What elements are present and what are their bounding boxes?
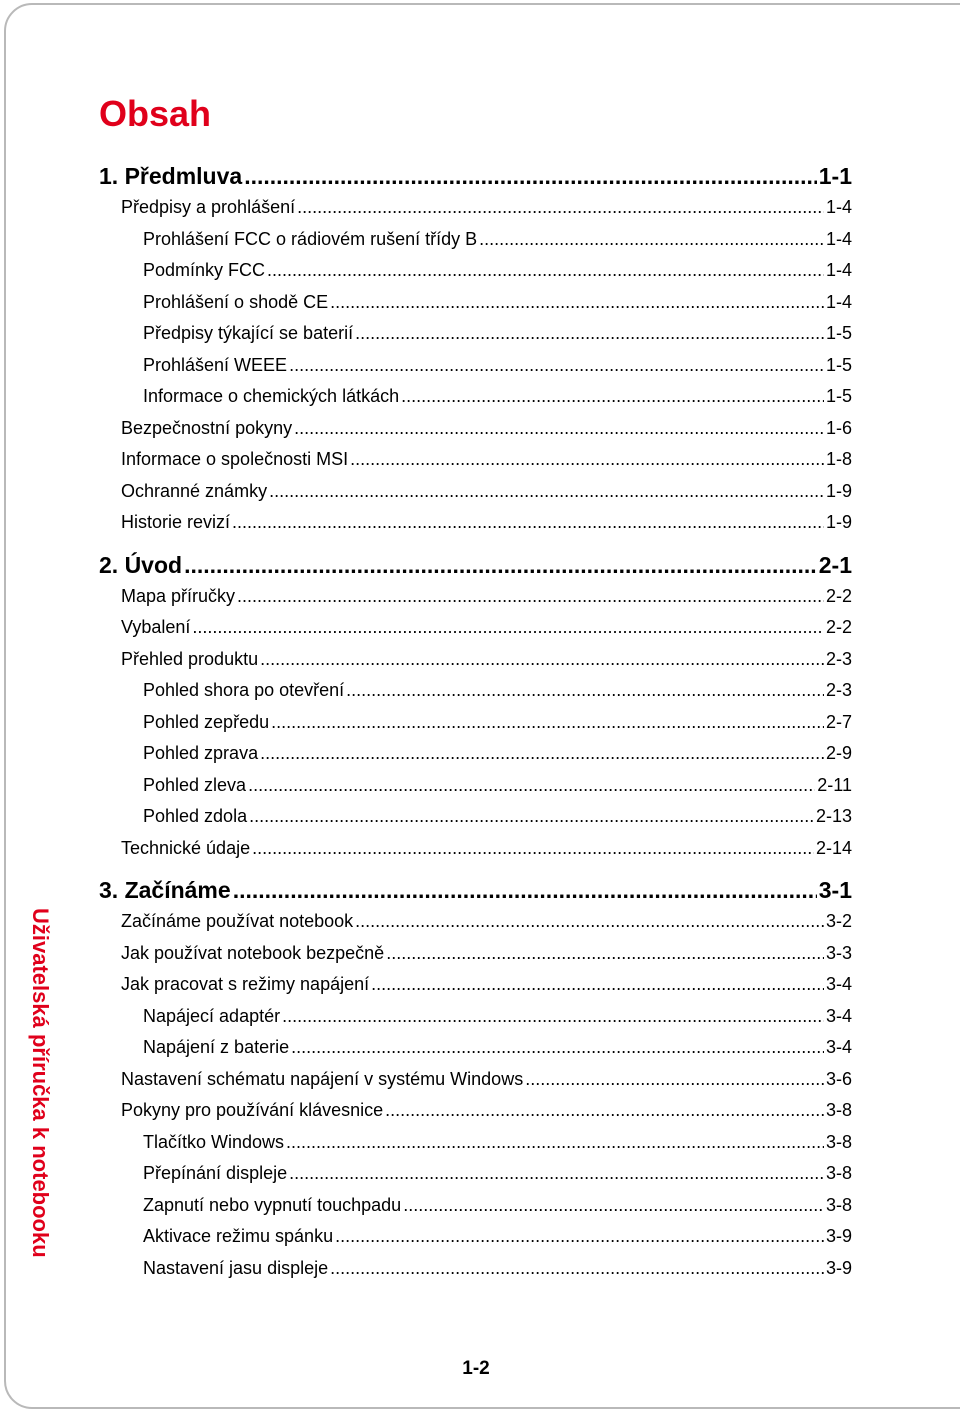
toc-leader-dots [232,507,824,539]
toc-page-number: 3-2 [825,911,852,931]
toc-chapter[interactable] [99,874,852,906]
toc-label: Technické údaje [121,837,251,858]
toc-entry[interactable] [99,969,852,1001]
toc-page-number: 1-9 [825,512,852,532]
toc-label: Vybalení [121,617,191,637]
toc-leader-dots [244,160,817,192]
toc-page-number: 3-8 [825,1131,852,1152]
toc-page-number: 2-1 [818,551,852,578]
toc-page-number: 3-8 [825,1100,852,1120]
page-number: 1-2 [462,1358,490,1379]
toc-leader-dots [248,770,815,802]
toc-entry[interactable] [99,1127,852,1159]
toc-entry[interactable] [99,801,852,833]
toc-leader-dots [401,381,824,413]
toc-leader-dots [267,255,824,287]
toc-label: Pohled zdola [143,806,248,826]
toc-label: Pohled zprava [143,743,259,763]
toc-leader-dots [260,644,824,676]
toc-page-number: 1-4 [825,260,852,280]
toc-leader-dots [233,874,817,906]
toc-label: Pohled zleva [143,774,247,795]
toc-entry[interactable] [99,707,852,739]
toc-page-number: 1-6 [825,417,852,438]
toc-label: Informace o společnosti MSI [121,449,349,469]
toc-page-number: 2-7 [825,711,852,732]
toc-page-number: 1-4 [825,291,852,312]
toc-leader-dots [184,549,817,581]
toc-label: Aktivace režimu spánku [143,1226,334,1246]
toc-label: Předpisy a prohlášení [121,197,296,217]
toc-entry[interactable] [99,507,852,539]
toc-page-number: 3-3 [825,942,852,963]
toc-page-number: 2-9 [825,743,852,763]
toc-entry[interactable] [99,1032,852,1064]
toc-entry[interactable] [99,1095,852,1127]
toc-leader-dots [330,287,824,319]
toc-leader-dots [192,612,824,644]
toc-label: Přepínání displeje [143,1163,288,1183]
toc-leader-dots [371,969,824,1001]
toc-leader-dots [479,224,824,256]
toc-entry[interactable] [99,1221,852,1253]
toc-label: Přehled produktu [121,648,259,669]
toc-page-number: 3-4 [825,1005,852,1026]
toc-label: Nastavení jasu displeje [143,1257,329,1278]
toc-entry[interactable] [99,1064,852,1096]
toc-label: Podmínky FCC [143,260,266,280]
toc-page-number: 2-13 [815,806,852,826]
toc-entry[interactable] [99,612,852,644]
toc-entry[interactable] [99,381,852,413]
toc-label: Informace o chemických látkách [143,386,400,406]
toc-entry[interactable] [99,255,852,287]
toc-page-number: 3-8 [825,1194,852,1215]
toc-leader-dots [297,192,824,224]
toc-leader-dots [252,833,814,865]
toc-entry[interactable] [99,938,852,970]
toc-leader-dots [350,444,824,476]
toc-leader-dots [525,1064,824,1096]
toc-label: Prohlášení FCC o rádiovém rušení třídy B [143,228,478,249]
toc-label: Pohled shora po otevření [143,680,345,700]
toc-page-number: 1-4 [825,197,852,217]
toc-leader-dots [294,413,824,445]
toc-leader-dots [237,581,824,613]
toc-leader-dots [260,738,824,770]
toc-entry[interactable] [99,1001,852,1033]
toc-label: Napájecí adaptér [143,1005,281,1026]
toc-label: Nastavení schématu napájení v systému Windows [121,1068,524,1089]
page-title: Obsah [99,93,212,134]
toc-leader-dots [291,1032,824,1064]
toc-entry[interactable] [99,192,852,224]
toc-label: 2. Úvod [99,551,183,578]
toc-entry[interactable] [99,350,852,382]
toc-label: 3. Začínáme [99,877,231,903]
toc-leader-dots [249,801,814,833]
toc-label: Historie revizí [121,512,231,532]
toc-label: Jak používat notebook bezpečně [121,942,385,963]
toc-page-number: 1-1 [818,163,852,189]
toc-leader-dots [386,938,824,970]
toc-entry[interactable] [99,476,852,508]
toc-label: Prohlášení WEEE [143,354,288,375]
toc-page-number: 3-8 [825,1163,852,1183]
toc-entry[interactable] [99,675,852,707]
toc-entry[interactable] [99,1158,852,1190]
toc-page-number: 2-14 [815,837,852,858]
toc-leader-dots [346,675,824,707]
toc-entry[interactable] [99,287,852,319]
toc-leader-dots [330,1253,824,1285]
toc-label: Pokyny pro používání klávesnice [121,1100,384,1120]
toc-label: Napájení z baterie [143,1037,290,1057]
toc-label: Jak pracovat s režimy napájení [121,974,370,994]
toc-entry[interactable] [99,906,852,938]
toc-page-number: 2-2 [825,585,852,606]
toc-leader-dots [355,906,824,938]
toc-page-number: 1-5 [825,386,852,406]
toc-page-number: 2-3 [825,680,852,700]
toc-page-number: 3-9 [825,1226,852,1246]
toc-label: Zapnutí nebo vypnutí touchpadu [143,1194,402,1215]
toc-page-number: 3-6 [825,1068,852,1089]
toc-page-number: 3-4 [825,974,852,994]
toc-entry[interactable] [99,738,852,770]
toc-page-number: 1-4 [825,228,852,249]
toc-leader-dots [282,1001,824,1033]
toc-entry[interactable] [99,444,852,476]
toc-entry[interactable] [99,413,852,445]
toc-label: Prohlášení o shodě CE [143,291,329,312]
toc-leader-dots [335,1221,824,1253]
toc-page-number: 3-9 [825,1257,852,1278]
toc-page-number: 1-5 [825,354,852,375]
toc-entry[interactable] [99,833,852,865]
toc-page-number: 1-5 [825,323,852,343]
toc-page-number: 3-4 [825,1037,852,1057]
toc-page-number: 1-9 [825,480,852,501]
toc-label: Bezpečnostní pokyny [121,417,293,438]
toc-leader-dots [385,1095,824,1127]
toc-page-number: 2-3 [825,648,852,669]
toc-page-number: 1-8 [825,449,852,469]
toc-label: Ochranné známky [121,480,268,501]
toc-entry[interactable] [99,644,852,676]
toc-label: Začínáme používat notebook [121,911,354,931]
toc-label: Mapa příručky [121,585,236,606]
toc-page-number: 2-2 [825,617,852,637]
toc-chapter[interactable] [99,549,852,581]
toc-leader-dots [355,318,824,350]
toc-leader-dots [403,1190,824,1222]
toc-entry[interactable] [99,1253,852,1285]
toc-leader-dots [269,476,824,508]
toc-entry[interactable] [99,318,852,350]
toc-leader-dots [289,1158,824,1190]
toc-label: 1. Předmluva [99,163,243,189]
toc-label: Pohled zepředu [143,711,270,732]
toc-leader-dots [271,707,824,739]
toc-entry[interactable] [99,1190,852,1222]
toc-label: Předpisy týkající se baterií [143,323,354,343]
toc-label: Tlačítko Windows [143,1131,285,1152]
toc-entry[interactable] [99,581,852,613]
toc-chapter[interactable] [99,160,852,192]
toc-page-number: 2-11 [817,774,852,795]
side-label: Uživatelská příručka k notebooku [28,908,53,1258]
toc-leader-dots [289,350,824,382]
toc-entry[interactable] [99,224,852,256]
toc-entry[interactable] [99,770,852,802]
toc-leader-dots [286,1127,824,1159]
toc-page-number: 3-1 [818,877,852,903]
table-of-contents [99,160,852,1284]
